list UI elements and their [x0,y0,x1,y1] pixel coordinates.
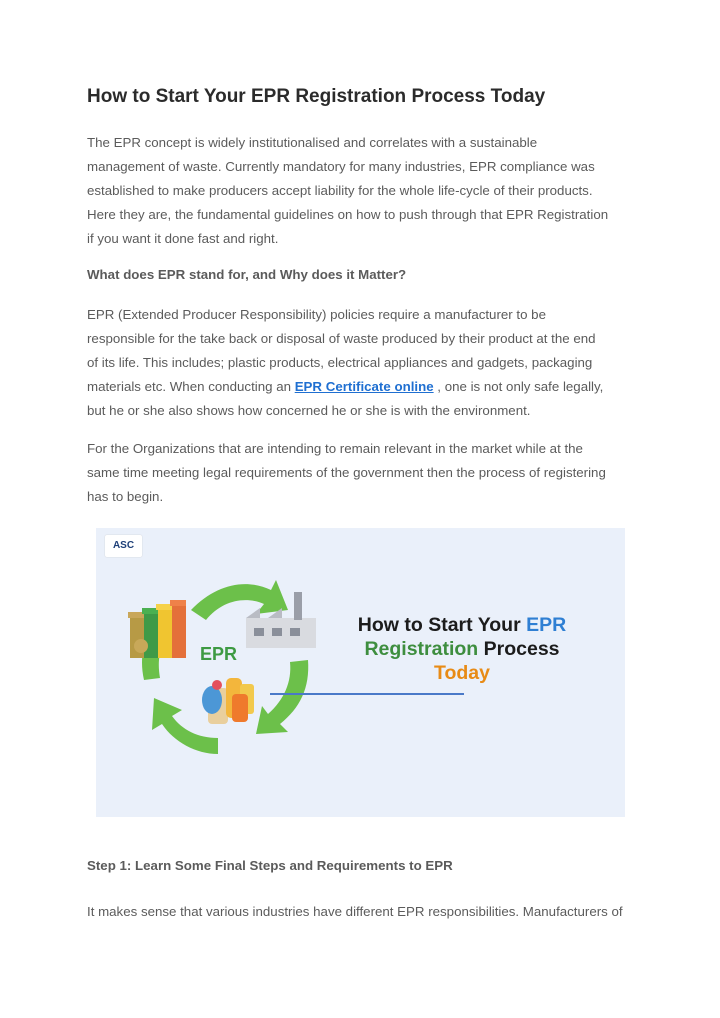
section2-line: same time meeting legal requirements of the government then the process of registering [87,465,606,480]
recycle-bins-icon [128,600,186,658]
banner-title-line1 [332,614,592,637]
step1-line: It makes sense that various industries have different EPR responsibilities. Manufacturers of [87,904,623,919]
intro-line: The EPR concept is widely institutionalised and correlates with a sustainable [87,135,538,150]
plastic-products-icon [202,678,254,724]
section2-line: For the Organizations that are intending to remain relevant in the market while at the [87,441,583,456]
asc-logo [105,535,142,557]
section1-line: but he or she also shows how concerned he or she is with the environment. [87,403,531,418]
step1-heading: Step 1: Learn Some Final Steps and Requirements to EPR [87,858,453,873]
step1-paragraph [87,900,647,924]
asc-logo-text: ASC [112,540,135,551]
section1-line-with-link [87,375,647,399]
page-title: How to Start Your EPR Registration Process Today [87,86,546,107]
section1-text-before-link: materials etc. When conducting an [87,379,295,394]
intro-paragraph [87,131,647,251]
intro-line: Here they are, the fundamental guidelines on how to push through that EPR Registration [87,207,609,222]
intro-line: if you want it done fast and right. [87,231,279,246]
section1-heading: What does EPR stand for, and Why does it Matter? [87,267,407,282]
banner-title-underline [270,693,464,695]
section1-line: of its life. This includes; plastic products, electrical appliances and gadgets, packaging [87,355,593,370]
banner-title-line2-accent: Registration [364,638,479,660]
section1-text-after-link: , one is not only safe legally, [433,379,604,394]
article-banner-image [96,528,625,817]
banner-title-line1-text: How to Start Your [357,614,527,636]
section1-line: EPR (Extended Producer Responsibility) policies require a manufacturer to be [87,307,546,322]
intro-line: management of waste. Currently mandatory for many industries, EPR compliance was [87,159,595,174]
banner-title-line1-accent: EPR [526,614,567,636]
section1-paragraph [87,303,647,423]
banner-title-line3: Today [434,662,490,684]
epr-certificate-link[interactable]: EPR Certificate online [294,379,434,394]
section2-paragraph [87,437,647,509]
banner-title-line2-text: Process [478,638,560,660]
section1-line: responsible for the take back or disposal of waste produced by their product at the end [87,331,596,346]
section2-line: has to begin. [87,489,164,504]
intro-line: established to make producers accept liability for the whole life-cycle of their products. [87,183,593,198]
banner-title-line2 [332,638,592,661]
cycle-epr-label: EPR [200,644,238,664]
